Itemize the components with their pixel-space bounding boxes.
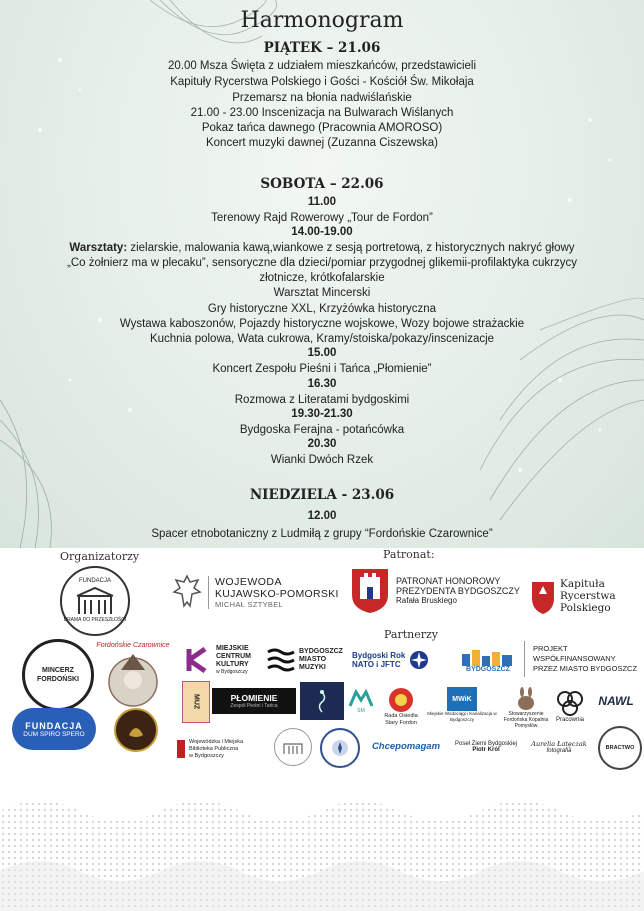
- biblioteka-line: Wojewódzka i Miejska: [189, 738, 244, 745]
- aurelia-logo: [530, 734, 588, 760]
- biblioteka-line: Biblioteka Publiczna: [189, 745, 239, 752]
- saturday-line: Kuchnia polowa, Wata cukrowa, Kramy/stoiska/pokazy/inscenizacje: [149, 333, 495, 345]
- gate-small-icon: [282, 738, 304, 756]
- city-skyline-icon: [460, 648, 516, 666]
- patronat-line: PREZYDENTA BYDGOSZCZY: [396, 585, 520, 596]
- rada-osiedla-logo: [378, 681, 424, 733]
- bydgoszcz-logo: [455, 645, 521, 675]
- friday-line: Koncert muzyki dawnej (Zuzanna Ciszewska): [205, 137, 438, 149]
- chcepomagam-logo: [370, 736, 442, 756]
- sm-icon: [348, 686, 374, 708]
- sunday-time: 12.00: [307, 510, 337, 522]
- friday-line: Przemarsz na błonia nadwiślańskie: [232, 92, 412, 104]
- saturday-line: Terenowy Rajd Rowerowy „Tour de Fordon”: [211, 212, 433, 224]
- saturday-time: 15.00: [307, 347, 337, 359]
- czarownice-logo: [96, 636, 170, 714]
- mck-logo: [183, 640, 263, 680]
- miasto-muzyki-text: [299, 648, 343, 672]
- aurelia-line: fotografia: [546, 748, 572, 754]
- gate-icon: [75, 586, 115, 616]
- seal-logo: [320, 728, 360, 768]
- biblioteka-logo: [176, 736, 266, 762]
- saturday-time: 19.30-21.30: [291, 408, 353, 420]
- sunday-line: Spacer etnobotaniczny z Ludmiłą z grupy “Fordońskie Czarownice”: [151, 528, 493, 540]
- workshops-text: zielarskie, malowania kawą,wiankowe z sesją portretową, z historycznych nakryć głowy: [127, 242, 575, 254]
- bractwo-text: BRACTWO: [605, 745, 635, 751]
- rada-crest-icon: [388, 687, 414, 713]
- stowarzyszenie-logo: [498, 682, 554, 734]
- biblioteka-text: [189, 739, 243, 760]
- saturday-heading: SOBOTA – 22.06: [260, 176, 384, 192]
- projekt-text: [533, 644, 637, 674]
- saturday-line: Wianki Dwóch Rzek: [270, 454, 374, 466]
- kapitula-text: [560, 578, 616, 614]
- saturday-time: 11.00: [307, 196, 337, 208]
- pracownia-logo: [552, 684, 588, 728]
- miasto-muzyki-line: BYDGOSZCZ: [299, 648, 343, 655]
- saturday-line: Koncert Zespołu Pieśni i Tańca „Płomienie”: [212, 363, 432, 375]
- mwik-text: Miejskie Wodociągi i Kanalizacja w Bydgoszczy: [427, 711, 497, 722]
- stowarzyszenie-line: Pomysłów: [514, 723, 538, 729]
- nato-logo: [352, 645, 444, 675]
- hexagon-icon: [555, 689, 585, 717]
- bydgoszcz-crest-icon: [350, 567, 390, 613]
- stowarzyszenie-line: Stowarzyszenie: [508, 711, 544, 717]
- sunday-heading: NIEDZIELA - 23.06: [249, 487, 395, 503]
- czarownice-text: Fordońskie Czarownice: [96, 641, 170, 649]
- brama-small-logo: [274, 728, 312, 766]
- partners-label: Partnerzy: [384, 628, 439, 641]
- patronat-line: PATRONAT HONOROWY: [396, 575, 501, 586]
- eagle-icon: [170, 572, 204, 612]
- wojewoda-text: [208, 576, 339, 609]
- saturday-line: „Co żołnierz ma w plecaku”, sensoryczne dla dzieci/pomiar przygodnej glikemii-profilaktyka cukrzycy: [66, 257, 578, 269]
- wave-pattern: [0, 771, 644, 911]
- mck-text: [216, 645, 251, 675]
- plomienie-line: PŁOMIENIE: [230, 693, 278, 703]
- sm-text: SM: [357, 708, 365, 714]
- plomienie-line: Zespół Pieśni i Tańca: [230, 703, 278, 709]
- dancer-logo: [300, 682, 344, 720]
- nato-text: [352, 651, 405, 669]
- sm-logo: [346, 680, 376, 720]
- mck-line: KULTURY: [216, 661, 249, 668]
- muz-text: MUZ: [192, 694, 200, 710]
- patronat-text: [396, 576, 520, 605]
- nato-line: Bydgoski Rok: [352, 651, 406, 660]
- nawl-logo: [592, 688, 640, 714]
- kapitula-line: Kapituła: [560, 578, 605, 590]
- fundacja-brama-logo: [60, 566, 130, 636]
- bunny-icon: [514, 687, 538, 711]
- page-title: Harmonogram: [240, 8, 404, 33]
- mck-line: w Bydgoszczy: [216, 669, 248, 675]
- dancer-icon: [309, 688, 335, 714]
- wojewoda-line: KUJAWSKO-POMORSKI: [215, 587, 339, 600]
- lion-logo: [114, 708, 158, 752]
- projekt-line: PROJEKT: [533, 644, 568, 653]
- friday-line: 21.00 - 23.00 Inscenizacja na Bulwarach Wiślanych: [190, 107, 454, 119]
- mck-line: MIEJSKIE: [216, 645, 249, 652]
- brama-text: BRAMA DO PRZESZŁOŚCI: [63, 617, 127, 623]
- mck-line: CENTRUM: [216, 653, 251, 660]
- saturday-line: Rozmowa z Literatami bydgoskimi: [234, 394, 410, 406]
- nato-line: NATO i JFTC: [352, 660, 401, 669]
- kapitula-line: Rycerstwa: [560, 590, 616, 602]
- aurelia-line: Aurelia Łatęczak: [531, 740, 587, 748]
- miasto-muzyki-logo: [266, 642, 346, 678]
- rada-line: Rada Osiedla: [384, 713, 418, 719]
- friday-line: Kapituły Rycerstwa Polskiego i Gości - Kościół Św. Mikołaja: [170, 76, 474, 88]
- knight-shield-icon: [530, 578, 556, 614]
- saturday-time: 16.30: [307, 378, 337, 390]
- friday-line: Pokaz tańca dawnego (Pracownia AMOROSO): [201, 122, 443, 134]
- projekt-logo: [524, 641, 644, 677]
- posel-line: Piotr Król: [472, 747, 500, 753]
- posel-line: Poseł Ziemi Bydgoskiej: [454, 741, 518, 747]
- mincerz-text: MINCERZ FORDOŃSKI: [37, 667, 79, 683]
- rada-line: Stary Fordon: [385, 720, 417, 726]
- posel-logo: [446, 734, 526, 760]
- nawl-text: NAWL: [598, 694, 634, 708]
- bydgoszcz-text: BYDGOSZCZ: [466, 665, 510, 673]
- friday-line: 20.00 Msza Święta z udziałem mieszkańców, przedstawicieli: [167, 60, 477, 72]
- bractwo-logo: [598, 726, 642, 770]
- nato-star-icon: [409, 650, 429, 670]
- mwik-badge: MWiK: [447, 687, 477, 711]
- miasto-muzyki-line: MIASTO: [299, 656, 327, 663]
- patronat-logo: [350, 566, 525, 614]
- chcepomagam-text: Chcepomagam: [371, 740, 441, 752]
- witch-icon: [103, 650, 163, 710]
- miasto-muzyki-line: MUZYKI: [299, 664, 326, 671]
- saturday-line: Bydgoska Ferajna - potańcówka: [239, 424, 405, 436]
- book-icon: [176, 738, 186, 760]
- mck-k-icon: [183, 645, 213, 675]
- patronat-line: Rafała Bruskiego: [396, 595, 457, 605]
- saturday-line: złotnicze, krótkofalarskie: [259, 272, 385, 284]
- projekt-line: PRZEZ MIASTO BYDGOSZCZ: [533, 664, 638, 673]
- organizers-label: Organizatorzy: [60, 550, 140, 563]
- plomienie-logo: [212, 688, 296, 714]
- dum-spiro-line: FUNDACJA: [25, 720, 83, 731]
- wojewoda-line: WOJEWODA: [215, 575, 282, 588]
- saturday-line: Gry historyczne XXL, Krzyżówka historyczna: [207, 303, 437, 315]
- biblioteka-line: w Bydgoszczy: [189, 752, 224, 759]
- fundacja-text: FUNDACJA: [78, 578, 111, 584]
- saturday-line: Wystawa kaboszonów, Pojazdy historyczne wojskowe, Wozy bojowe strażackie: [119, 318, 525, 330]
- dum-spiro-line: DUM SPIRO SPERO: [23, 730, 85, 738]
- friday-heading: PIĄTEK – 21.06: [263, 40, 381, 56]
- dum-spiro-logo: [12, 708, 96, 750]
- wojewoda-logo: [170, 570, 345, 614]
- saturday-time: 20.30: [307, 438, 337, 450]
- pracownia-text: Pracownia: [555, 717, 584, 723]
- seal-icon: [329, 737, 351, 759]
- lion-icon: [123, 717, 149, 743]
- kapitula-logo: [530, 566, 642, 626]
- workshops-label: Warsztaty:: [69, 242, 128, 254]
- mwik-logo: [422, 682, 502, 728]
- stowarzyszenie-line: Fordońska Kopalnia: [503, 717, 549, 723]
- muz-logo: [182, 681, 210, 723]
- kapitula-line: Polskiego: [560, 602, 611, 614]
- music-waves-icon: [266, 646, 296, 674]
- projekt-line: WSPÓŁFINANSOWANY: [533, 654, 616, 663]
- saturday-workshops: [0, 241, 644, 256]
- saturday-line: Warsztat Mincerski: [273, 287, 371, 299]
- mincerz-logo: [22, 639, 94, 711]
- wojewoda-line: MICHAŁ SZTYBEL: [215, 599, 283, 609]
- saturday-time: 14.00-19.00: [291, 226, 353, 238]
- sponsors-panel: [0, 548, 644, 911]
- patronage-label: Patronat:: [383, 548, 435, 561]
